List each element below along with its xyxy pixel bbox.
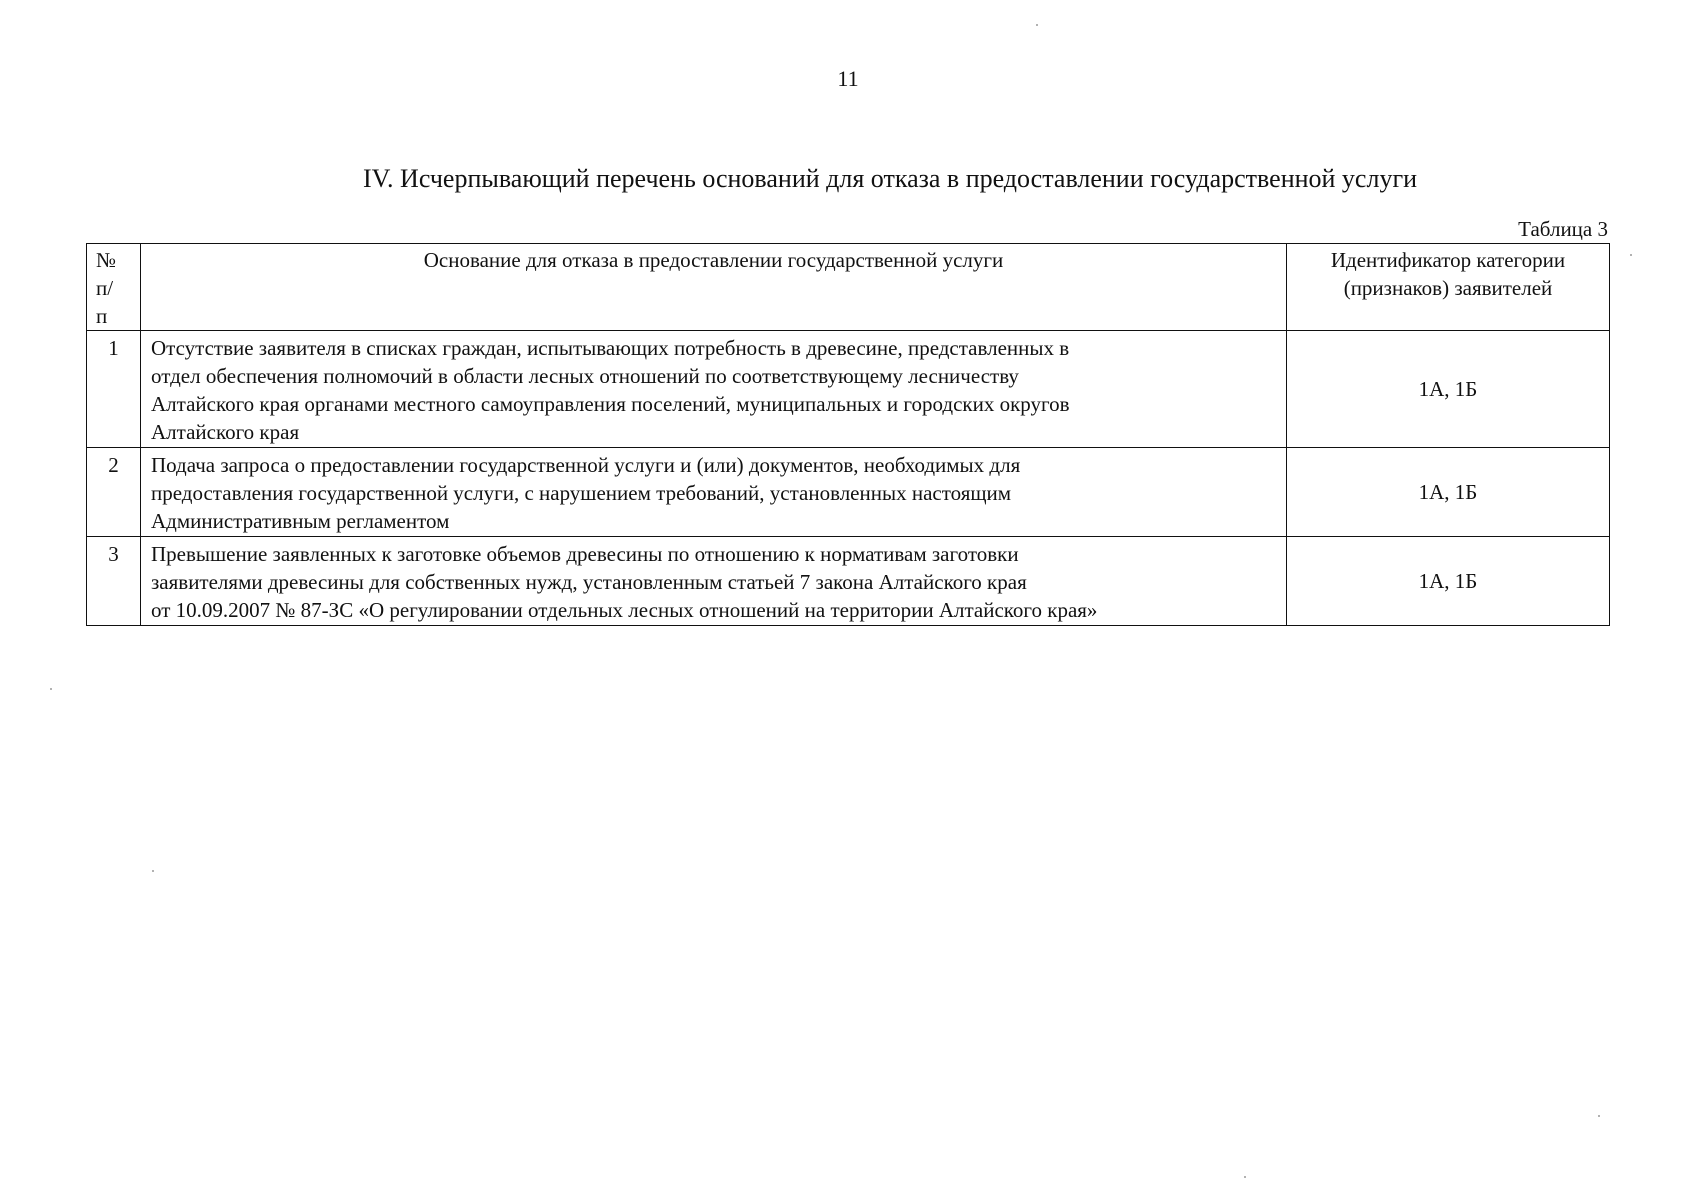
header-identifier-line: Идентификатор категории bbox=[1330, 248, 1566, 272]
row-basis-line: отдел обеспечения полномочий в области лесных отношений по соответствующему лесничеству bbox=[151, 364, 1019, 388]
scan-speck bbox=[152, 870, 154, 872]
scan-speck bbox=[1036, 24, 1038, 26]
scan-speck bbox=[1598, 1115, 1600, 1117]
row-basis-line: от 10.09.2007 № 87-ЗС «О регулировании отдельных лесных отношений на территории Алтайского края» bbox=[151, 598, 1098, 622]
table-caption: Таблица 3 bbox=[1518, 217, 1608, 241]
row-basis bbox=[141, 331, 1287, 448]
row-basis-line: Подача запроса о предоставлении государственной услуги и (или) документов, необходимых для bbox=[151, 453, 1021, 477]
header-number-line: п/ bbox=[96, 276, 114, 300]
header-number-line: № bbox=[96, 248, 117, 272]
scan-speck bbox=[1244, 1176, 1246, 1178]
row-number: 3 bbox=[87, 537, 141, 626]
row-basis-line: Административным регламентом bbox=[151, 509, 450, 533]
page-number: 11 bbox=[837, 66, 859, 91]
table-row bbox=[87, 537, 1610, 626]
section-title: IV. Исчерпывающий перечень оснований для отказа в предоставлении государственной услуги bbox=[362, 164, 1418, 193]
row-number: 1 bbox=[87, 331, 141, 448]
scan-speck bbox=[50, 688, 52, 690]
header-number-line: п bbox=[96, 304, 108, 328]
row-identifier: 1А, 1Б bbox=[1287, 537, 1610, 626]
header-basis: Основание для отказа в предоставлении государственной услуги bbox=[141, 244, 1287, 331]
row-basis bbox=[141, 448, 1287, 537]
row-basis-line: Алтайского края органами местного самоуправления поселений, муниципальных и городских округов bbox=[151, 392, 1070, 416]
header-identifier-line: (признаков) заявителей bbox=[1343, 276, 1553, 300]
table-row bbox=[87, 448, 1610, 537]
row-basis-line: Отсутствие заявителя в списках граждан, испытывающих потребность в древесине, представленных в bbox=[151, 336, 1070, 360]
row-identifier: 1А, 1Б bbox=[1287, 331, 1610, 448]
row-basis bbox=[141, 537, 1287, 626]
header-identifier bbox=[1287, 244, 1610, 331]
row-basis-line: Алтайского края bbox=[151, 420, 300, 444]
refusal-grounds-table bbox=[86, 243, 1610, 626]
row-basis-line: заявителями древесины для собственных нужд, установленным статьей 7 закона Алтайского края bbox=[151, 570, 1027, 594]
scan-speck bbox=[1630, 254, 1632, 256]
row-basis-line: предоставления государственной услуги, с нарушением требований, установленных настоящим bbox=[151, 481, 1012, 505]
table-header-row bbox=[87, 244, 1610, 331]
header-number bbox=[87, 244, 141, 331]
table-row bbox=[87, 331, 1610, 448]
row-identifier: 1А, 1Б bbox=[1287, 448, 1610, 537]
row-number: 2 bbox=[87, 448, 141, 537]
row-basis-line: Превышение заявленных к заготовке объемов древесины по отношению к нормативам заготовки bbox=[151, 542, 1019, 566]
